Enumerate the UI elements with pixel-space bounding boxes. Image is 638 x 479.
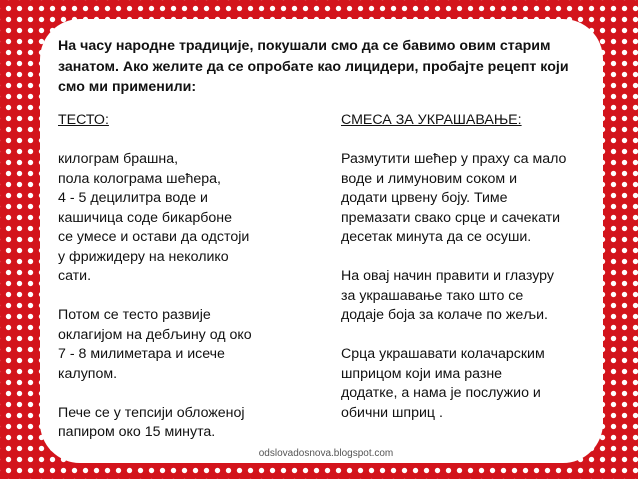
text-line: додаје боја за колаче по жељи. <box>341 307 548 323</box>
text-line: калупом. <box>58 365 118 382</box>
intro-line: смо ми применили: <box>58 79 197 95</box>
text-line: Срца украшавати колачарским <box>341 346 545 362</box>
text-line: Размутити шећер у праху са мало <box>341 151 567 167</box>
decoration-paragraph-3 <box>341 345 581 423</box>
text-line: папиром око 15 минута. <box>58 424 216 440</box>
text-line: сати. <box>58 268 92 284</box>
text-line: додатке, а нама је послужио и <box>341 385 541 401</box>
text-line: кашичица соде бикарбоне <box>58 209 233 226</box>
decoration-paragraph-1 <box>341 150 581 248</box>
intro-text <box>58 36 578 98</box>
text-line: се умесе и остави да одстоји <box>58 229 250 245</box>
text-line: десетак минута да се осуши. <box>341 229 532 245</box>
dough-column <box>58 111 318 443</box>
decoration-paragraph-2 <box>341 267 581 326</box>
dough-paragraph-2 <box>58 306 318 384</box>
intro-line: На часу народне традиције, покушали смо да се бавимо овим старим <box>58 38 551 54</box>
intro-line: занатом. Ако желите да се опробате као лицидери, пробајте рецепт који <box>58 58 569 75</box>
dough-paragraph-3 <box>58 404 318 443</box>
text-line: обични шприц . <box>341 404 443 421</box>
text-line: воде и лимуновим соком и <box>341 170 518 187</box>
text-line: додати црвену боју. Тиме <box>341 190 508 206</box>
text-line: премазати свако срце и сачекати <box>341 209 561 226</box>
text-line: 7 - 8 милиметара и исече <box>58 346 225 362</box>
decoration-column <box>341 111 581 423</box>
source-url: odslovadosnova.blogspot.com <box>258 448 394 459</box>
dough-paragraph-1 <box>58 150 318 287</box>
text-line: Потом се тесто развије <box>58 307 211 323</box>
decoration-heading: СМЕСА ЗА УКРАШАВАЊЕ: <box>341 112 522 128</box>
text-line: у фрижидеру на неколико <box>58 248 229 265</box>
text-line: килограм брашна, <box>58 151 179 167</box>
text-line: пола кологрaма шећера, <box>58 170 221 187</box>
text-line: Пече се у тепсији обложеној <box>58 404 245 421</box>
text-line: На овај начин правити и глазуру <box>341 268 554 284</box>
text-line: шприцом који има разне <box>341 365 503 382</box>
text-line: оклагијом на дебљину од око <box>58 326 252 343</box>
text-line: 4 - 5 децилитра воде и <box>58 190 208 206</box>
text-line: за украшавање тако што се <box>341 287 524 304</box>
dough-heading: ТЕСТО: <box>58 112 109 128</box>
